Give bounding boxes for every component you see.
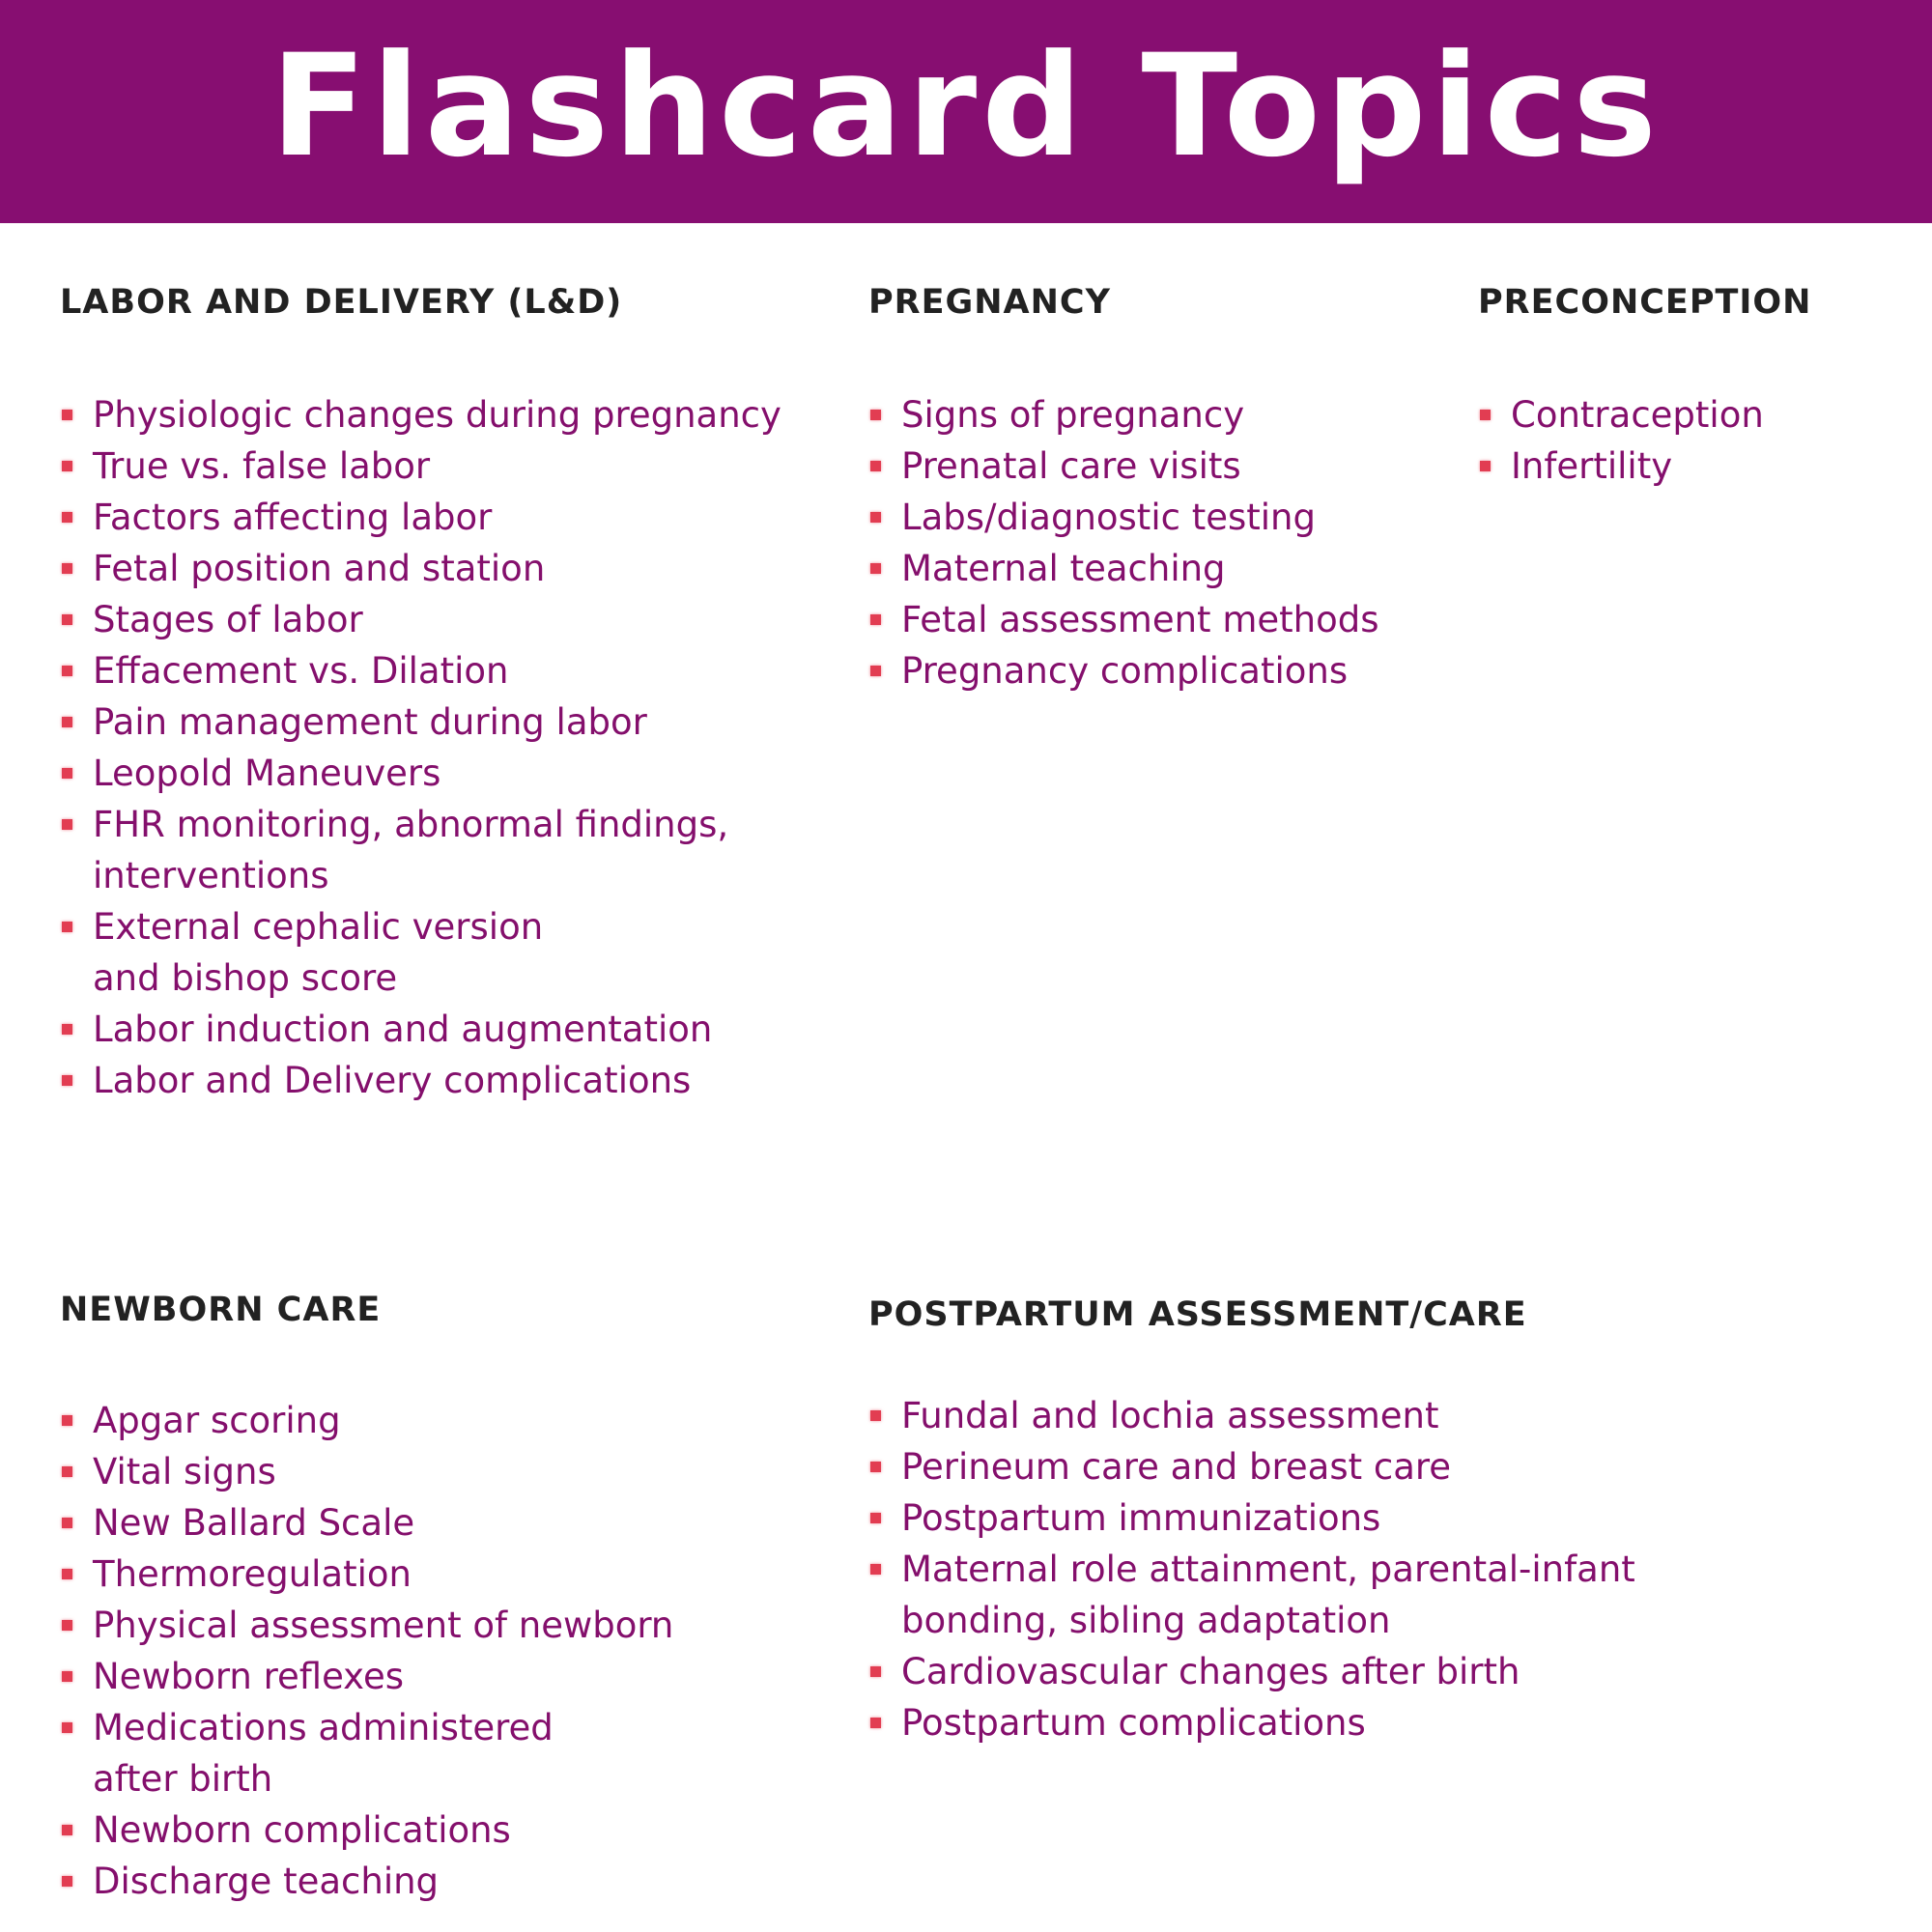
list-item [1478, 389, 1903, 440]
list-item-label: Labor induction and augmentation [93, 1009, 713, 1050]
list-item-label: Newborn complications [93, 1809, 511, 1851]
list-item [60, 748, 813, 799]
bullet-icon [62, 1024, 72, 1035]
list-item [60, 492, 813, 543]
section-heading: PREGNANCY [868, 283, 1111, 322]
list-item [868, 1544, 1738, 1646]
list-item-label: Maternal teaching [901, 548, 1226, 589]
list-item [60, 1651, 813, 1702]
list-item [60, 594, 813, 645]
list-item [60, 389, 813, 440]
list-item-label: Stages of labor [93, 599, 363, 640]
topic-list [868, 1390, 1738, 1748]
list-item [868, 440, 1438, 492]
list-item [60, 901, 813, 1004]
list-item-label: Cardiovascular changes after birth [901, 1651, 1520, 1692]
section-preconception [1478, 283, 1903, 492]
topic-list [60, 389, 813, 1106]
list-item-label: Pregnancy complications [901, 650, 1349, 692]
list-item [868, 1697, 1738, 1748]
list-item-label: Factors affecting labor [93, 497, 493, 538]
list-item-label: Labs/diagnostic testing [901, 497, 1316, 538]
list-item-label: FHR monitoring, abnormal findings, interventions [93, 804, 729, 896]
bullet-icon [62, 461, 72, 471]
list-item-label: Pain management during labor [93, 701, 647, 743]
list-item-label: Maternal role attainment, parental-infant bonding, sibling adaptation [901, 1548, 1635, 1641]
bullet-icon [62, 922, 72, 932]
section-pregnancy [868, 283, 1438, 696]
section-heading: NEWBORN CARE [60, 1291, 382, 1329]
list-item [60, 1497, 813, 1548]
list-item [60, 696, 813, 748]
list-item [868, 645, 1438, 696]
list-item-label: Vital signs [93, 1451, 276, 1492]
bullet-icon [62, 1415, 72, 1426]
list-item [60, 1395, 813, 1446]
list-item-label: Medications administered after birth [93, 1707, 554, 1800]
bullet-icon [62, 1671, 72, 1682]
list-item [60, 1548, 813, 1600]
list-item [60, 1856, 813, 1907]
bullet-icon [62, 717, 72, 727]
list-item-label: True vs. false labor [93, 445, 431, 487]
bullet-icon [62, 1075, 72, 1086]
list-item-label: Thermoregulation [93, 1553, 412, 1595]
bullet-icon [870, 410, 881, 420]
list-item-label: Perineum care and breast care [901, 1446, 1452, 1488]
list-item [60, 1446, 813, 1497]
list-item-label: Fetal position and station [93, 548, 546, 589]
list-item-label: Apgar scoring [93, 1400, 341, 1441]
bullet-icon [870, 1718, 881, 1728]
bullet-icon [1480, 410, 1491, 420]
list-item-label: Fundal and lochia assessment [901, 1395, 1439, 1436]
list-item [868, 1646, 1738, 1697]
list-item-label: Prenatal care visits [901, 445, 1241, 487]
list-item-label: Discharge teaching [93, 1861, 440, 1902]
list-item [868, 389, 1438, 440]
page-title: Flashcard Topics [270, 23, 1662, 188]
bullet-icon [62, 666, 72, 676]
bullet-icon [870, 1666, 881, 1677]
list-item-label: New Ballard Scale [93, 1502, 415, 1544]
bullet-icon [1480, 461, 1491, 471]
list-item [868, 543, 1438, 594]
section-postpartum-care [868, 1295, 1738, 1748]
list-item-label: Labor and Delivery complications [93, 1060, 692, 1101]
bullet-icon [62, 512, 72, 523]
list-item-label: Physical assessment of newborn [93, 1605, 674, 1646]
list-item-label: Infertility [1511, 445, 1673, 487]
list-item [60, 1055, 813, 1106]
bullet-icon [62, 1825, 72, 1835]
list-item [1478, 440, 1903, 492]
bullet-icon [870, 563, 881, 574]
bullet-icon [62, 1569, 72, 1579]
list-item-label: Postpartum immunizations [901, 1497, 1381, 1539]
list-item-label: Newborn reflexes [93, 1656, 404, 1697]
list-item [60, 1004, 813, 1055]
topic-list [1478, 389, 1903, 492]
list-item [60, 1600, 813, 1651]
bullet-icon [62, 410, 72, 420]
list-item [60, 440, 813, 492]
bullet-icon [870, 1410, 881, 1421]
list-item [60, 1804, 813, 1856]
bullet-icon [870, 1513, 881, 1523]
list-item [868, 1492, 1738, 1544]
bullet-icon [62, 768, 72, 779]
bullet-icon [870, 614, 881, 625]
bullet-icon [62, 819, 72, 830]
list-item-label: Leopold Maneuvers [93, 753, 441, 794]
bullet-icon [62, 1518, 72, 1528]
topic-list [60, 1395, 813, 1907]
bullet-icon [870, 461, 881, 471]
bullet-icon [62, 1876, 72, 1887]
list-item-label: Fetal assessment methods [901, 599, 1379, 640]
bullet-icon [62, 1722, 72, 1733]
bullet-icon [62, 1620, 72, 1631]
bullet-icon [870, 666, 881, 676]
section-heading: LABOR AND DELIVERY (L&D) [60, 283, 623, 322]
list-item [868, 1390, 1738, 1441]
title-banner [0, 0, 1932, 223]
bullet-icon [870, 1564, 881, 1575]
list-item-label: Contraception [1511, 394, 1764, 436]
bullet-icon [870, 512, 881, 523]
list-item [868, 594, 1438, 645]
list-item-label: Physiologic changes during pregnancy [93, 394, 781, 436]
list-item-label: External cephalic version and bishop score [93, 906, 544, 999]
bullet-icon [870, 1462, 881, 1472]
list-item [60, 645, 813, 696]
section-heading: POSTPARTUM ASSESSMENT/CARE [868, 1295, 1527, 1334]
list-item-label: Signs of pregnancy [901, 394, 1245, 436]
bullet-icon [62, 1466, 72, 1477]
section-labor-delivery [60, 283, 813, 1106]
list-item-label: Postpartum complications [901, 1702, 1366, 1744]
bullet-icon [62, 563, 72, 574]
topic-list [868, 389, 1438, 696]
list-item [868, 1441, 1738, 1492]
list-item [868, 492, 1438, 543]
list-item-label: Effacement vs. Dilation [93, 650, 509, 692]
list-item [60, 1702, 813, 1804]
list-item [60, 543, 813, 594]
section-newborn-care [60, 1293, 813, 1907]
bullet-icon [62, 614, 72, 625]
section-heading: PRECONCEPTION [1478, 283, 1812, 322]
list-item [60, 799, 813, 901]
